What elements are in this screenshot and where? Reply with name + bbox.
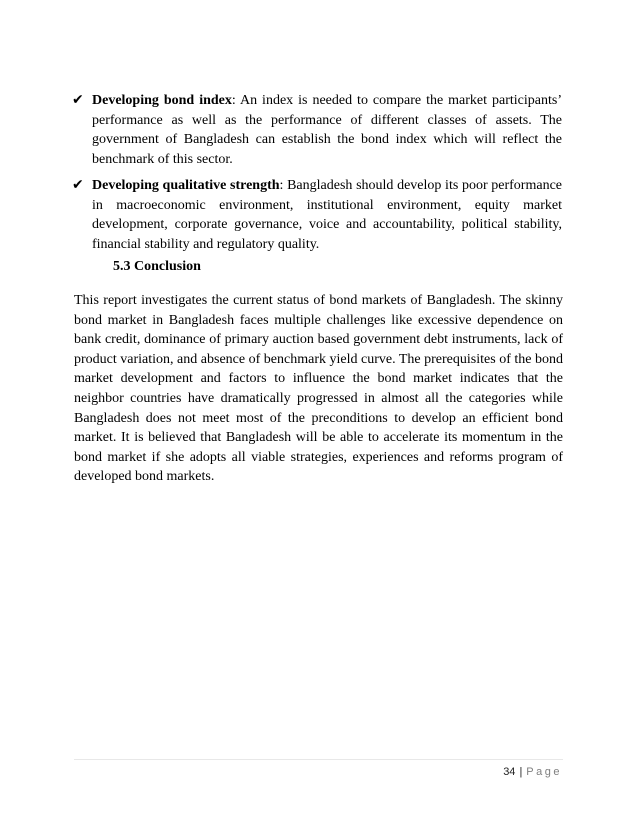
page-label: Page (526, 766, 562, 778)
page-footer (503, 766, 562, 778)
bullet-item-qualitative-strength (72, 176, 562, 254)
bullet-body: : Bangladesh should develop its poor performance in macroeconomic environment, institutional environment, equity market development, corporate governance, voice and accountability, political stability, financial stability and regulatory quality. (92, 178, 562, 252)
bullet-term: Developing bond index (92, 93, 232, 108)
conclusion-paragraph: This report investigates the current status of bond markets of Bangladesh. The skinny bond market in Bangladesh faces multiple challenges like excessive dependence on bank credit, dominance of primary auction based government debt instruments, lack of product variation, and absence of benchmark yield curve. The prerequisites of the bond market development and factors to influence the bond market indicates that the neighbor countries have dramatically progressed in almost all the categories while Bangladesh does not meet most of the preconditions to develop an efficient bond market. It is believed that Bangladesh will be able to accelerate its momentum in the bond market if she adopts all viable strategies, experiences and reforms program of developed bond markets. (74, 293, 563, 485)
checkmark-icon: ✔ (72, 177, 84, 193)
checkmark-icon: ✔ (72, 92, 84, 108)
footer-separator: | (519, 766, 523, 778)
bullet-item-bond-index (72, 91, 562, 169)
bullet-body: : An index is needed to compare the market participants’ performance as well as the performance of different classes of assets. The government of Bangladesh can establish the bond index which will reflect the benchmark of this sector. (92, 93, 562, 167)
bullet-text (92, 176, 562, 254)
section-heading: 5.3 Conclusion (113, 259, 201, 274)
page-number: 34 (503, 766, 516, 778)
bullet-term: Developing qualitative strength (92, 178, 280, 193)
footer-divider (74, 759, 563, 760)
bullet-text (92, 91, 562, 169)
